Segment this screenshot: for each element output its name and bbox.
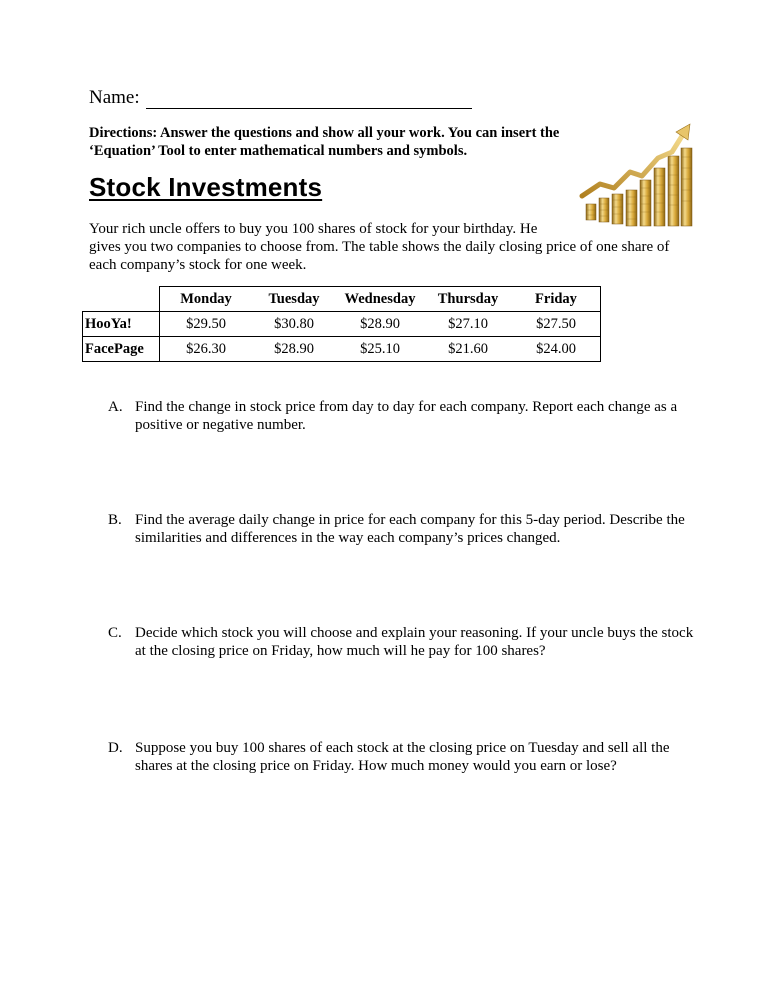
price-cell: $27.10 [424, 312, 512, 337]
column-header: Thursday [424, 287, 512, 312]
intro-line: each company’s stock for one week. [89, 257, 307, 273]
page-title: Stock Investments [89, 172, 323, 202]
price-cell: $28.90 [336, 312, 424, 337]
price-cell: $24.00 [512, 337, 601, 362]
company-name-cell: FacePage [83, 337, 160, 362]
price-cell: $30.80 [252, 312, 336, 337]
price-cell: $27.50 [512, 312, 601, 337]
question-item [108, 739, 698, 775]
table-row [83, 312, 601, 337]
directions-text: Directions: Answer the questions and show all your work. You can insert the ‘Equation’ Tool to enter mathematical numbers and symbols. [89, 125, 560, 159]
intro-line: gives you two companies to choose from. The table shows the daily closing price of one share of [89, 239, 670, 255]
question-letter: A. [108, 399, 123, 415]
stock-price-table [82, 286, 601, 362]
table-row [83, 337, 601, 362]
table-corner-cell [83, 287, 160, 312]
price-cell: $29.50 [160, 312, 253, 337]
column-header: Monday [160, 287, 253, 312]
question-letter: B. [108, 512, 122, 528]
name-field [89, 87, 472, 109]
question-text: Find the average daily change in price for each company for this 5-day period. Describe the similarities and differences in the way each company’s prices changed. [135, 512, 685, 546]
question-text: Decide which stock you will choose and explain your reasoning. If your uncle buys the stock at the closing price on Friday, how much will he pay for 100 shares? [135, 625, 694, 659]
rising-coin-stacks-icon [578, 122, 696, 232]
name-label: Name: [89, 87, 140, 108]
column-header: Tuesday [252, 287, 336, 312]
price-cell: $28.90 [252, 337, 336, 362]
price-cell: $25.10 [336, 337, 424, 362]
price-cell: $21.60 [424, 337, 512, 362]
question-item [108, 624, 698, 660]
question-text: Find the change in stock price from day to day for each company. Report each change as a positive or negative number. [135, 399, 678, 433]
table-header-row [83, 287, 601, 312]
price-cell: $26.30 [160, 337, 253, 362]
question-letter: D. [108, 740, 123, 756]
question-item [108, 398, 698, 434]
intro-line: Your rich uncle offers to buy you 100 shares of stock for your birthday. He [89, 221, 538, 237]
question-text: Suppose you buy 100 shares of each stock at the closing price on Tuesday and sell all the shares at the closing price on Friday. How much money would you earn or lose? [135, 740, 670, 774]
column-header: Friday [512, 287, 601, 312]
name-blank-line[interactable] [146, 90, 472, 109]
company-name-cell: HooYa! [83, 312, 160, 337]
column-header: Wednesday [336, 287, 424, 312]
intro-paragraph [89, 220, 699, 274]
question-item [108, 511, 698, 547]
question-letter: C. [108, 625, 122, 641]
